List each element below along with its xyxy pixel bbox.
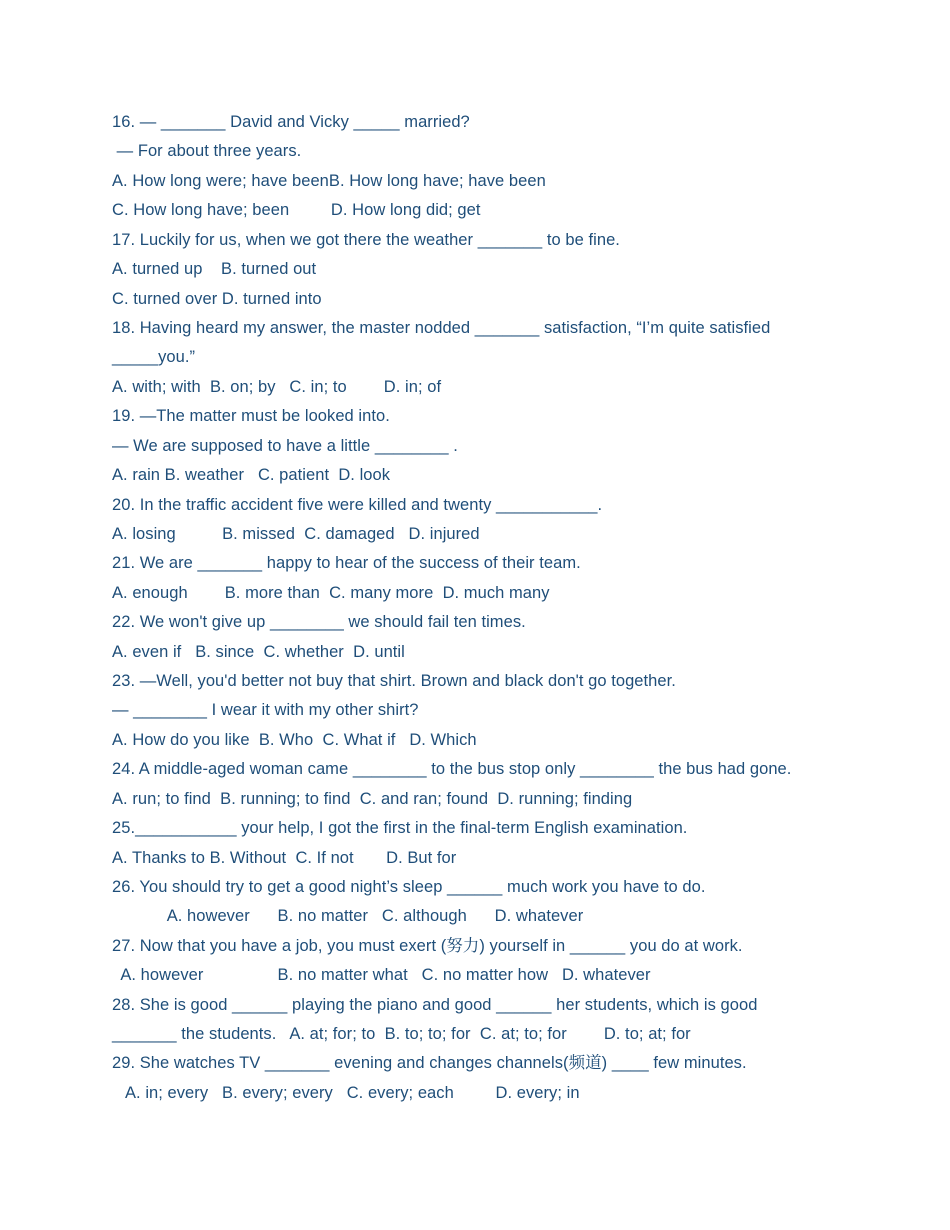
q16-options-cd: C. How long have; been D. How long did; get (112, 201, 481, 219)
q17-options-ab: A. turned up B. turned out (112, 260, 317, 278)
q17-options-cd: C. turned over D. turned into (112, 290, 322, 308)
q18-stem-continued: _____you.” (112, 348, 196, 366)
q26-stem: 26. You should try to get a good night’s sleep ______ much work you have to do. (112, 878, 706, 896)
q27-stem: 27. Now that you have a job, you must exert (努力) yourself in ______ you do at work. (112, 937, 743, 955)
q24-stem: 24. A middle-aged woman came ________ to the bus stop only ________ the bus had gone. (112, 760, 792, 778)
q19-stem: 19. —The matter must be looked into. (112, 407, 390, 425)
q19-dialogue-reply: — We are supposed to have a little ________ . (112, 437, 458, 455)
q29-stem: 29. She watches TV _______ evening and changes channels(频道) ____ few minutes. (112, 1054, 747, 1072)
q18-options: A. with; with B. on; by C. in; to D. in; of (112, 378, 442, 396)
q23-dialogue-reply: — ________ I wear it with my other shirt? (112, 701, 419, 719)
q25-options: A. Thanks to B. Without C. If not D. But for (112, 849, 457, 867)
q17-stem: 17. Luckily for us, when we got there the weather _______ to be fine. (112, 231, 620, 249)
q19-options: A. rain B. weather C. patient D. look (112, 466, 391, 484)
q20-stem: 20. In the traffic accident five were killed and twenty ___________. (112, 496, 603, 514)
q22-options: A. even if B. since C. whether D. until (112, 643, 405, 661)
q18-stem: 18. Having heard my answer, the master nodded _______ satisfaction, “I’m quite satisfied (112, 319, 771, 337)
q23-options: A. How do you like B. Who C. What if D. Which (112, 731, 477, 749)
q16-options-ab: A. How long were; have beenB. How long have; have been (112, 172, 546, 190)
q21-stem: 21. We are _______ happy to hear of the success of their team. (112, 554, 581, 572)
q23-stem: 23. —Well, you'd better not buy that shirt. Brown and black don't go together. (112, 672, 676, 690)
q27-options: A. however B. no matter what C. no matter how D. whatever (112, 966, 651, 984)
q25-stem: 25.___________ your help, I got the first in the final-term English examination. (112, 819, 688, 837)
q28-stem: 28. She is good ______ playing the piano and good ______ her students, which is good (112, 996, 758, 1014)
q22-stem: 22. We won't give up ________ we should fail ten times. (112, 613, 526, 631)
q20-options: A. losing B. missed C. damaged D. injured (112, 525, 480, 543)
q21-options: A. enough B. more than C. many more D. much many (112, 584, 550, 602)
q26-options: A. however B. no matter C. although D. whatever (112, 907, 584, 925)
q29-options: A. in; every B. every; every C. every; each D. every; in (112, 1084, 580, 1102)
q24-options: A. run; to find B. running; to find C. and ran; found D. running; finding (112, 790, 633, 808)
q28-stem-and-options: _______ the students. A. at; for; to B. to; to; for C. at; to; for D. to; at; for (112, 1025, 691, 1043)
q16-stem: 16. — _______ David and Vicky _____ married? (112, 113, 470, 131)
q16-dialogue-reply: — For about three years. (112, 142, 302, 160)
